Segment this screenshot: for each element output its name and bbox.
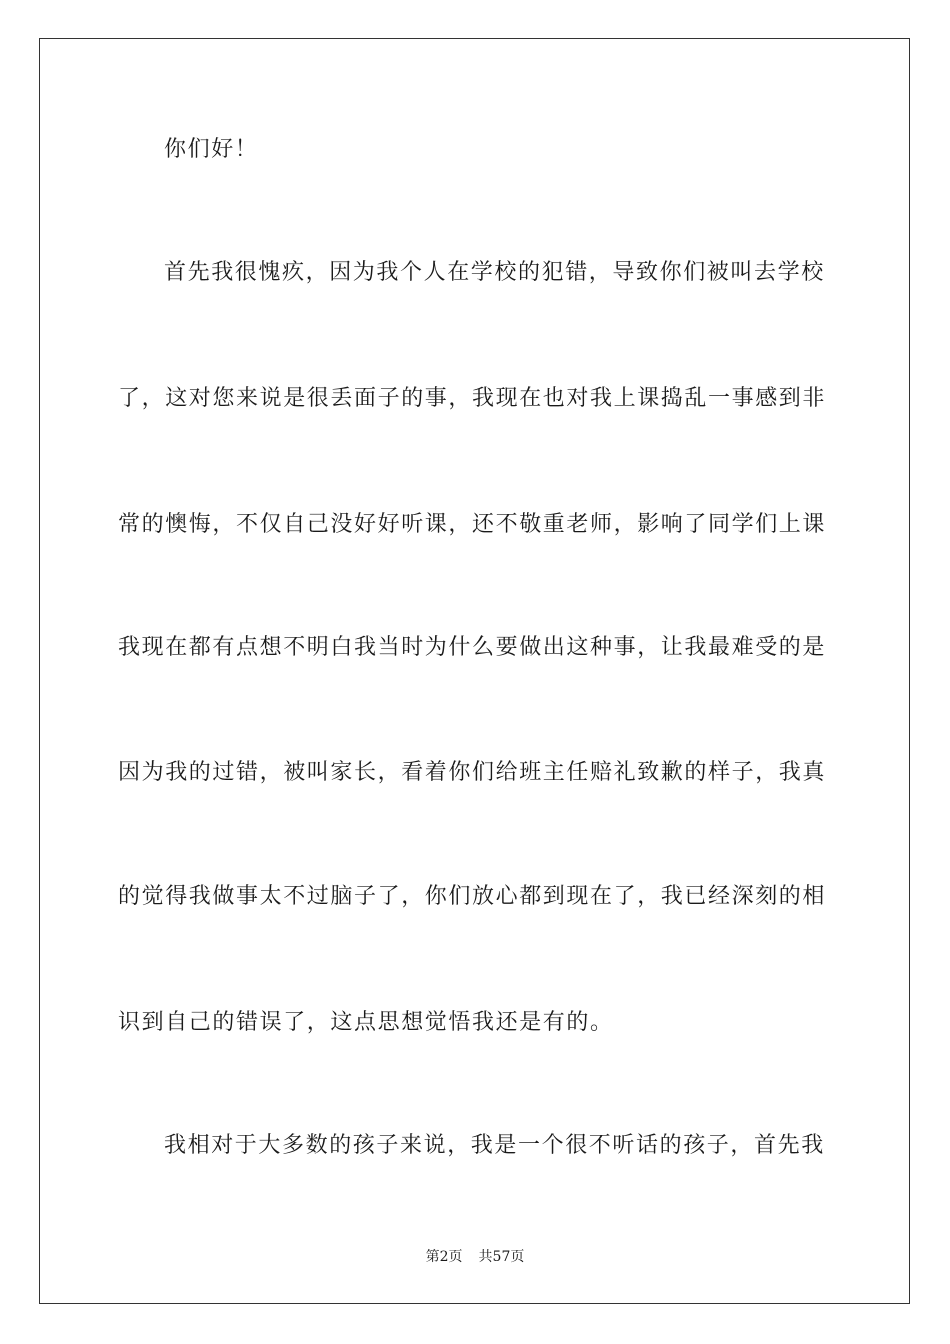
text-line: 因为我的过错，被叫家长，看着你们给班主任赔礼致歉的样子，我真: [118, 760, 827, 785]
text-line: 我相对于大多数的孩子来说，我是一个很不听话的孩子，首先我: [164, 1133, 825, 1158]
total-pages: 共57页: [478, 1249, 525, 1265]
greeting-line: 你们好！: [164, 137, 259, 162]
text-line: 我现在都有点想不明白我当时为什么要做出这种事，让我最难受的是: [118, 635, 827, 660]
text-line: 常的懊悔，不仅自己没好好听课，还不敬重老师，影响了同学们上课: [118, 512, 827, 537]
text-line: 了，这对您来说是很丢面子的事，我现在也对我上课捣乱一事感到非: [118, 386, 827, 411]
text-line: 首先我很愧疚，因为我个人在学校的犯错，导致你们被叫去学校: [164, 260, 825, 285]
text-line: 识到自己的错误了，这点思想觉悟我还是有的。: [118, 1010, 614, 1035]
text-line: 的觉得我做事太不过脑子了，你们放心都到现在了，我已经深刻的相: [118, 884, 827, 909]
page-number: 第2页: [425, 1249, 463, 1265]
page-footer: [0, 1247, 950, 1267]
page-border: [39, 38, 910, 1304]
